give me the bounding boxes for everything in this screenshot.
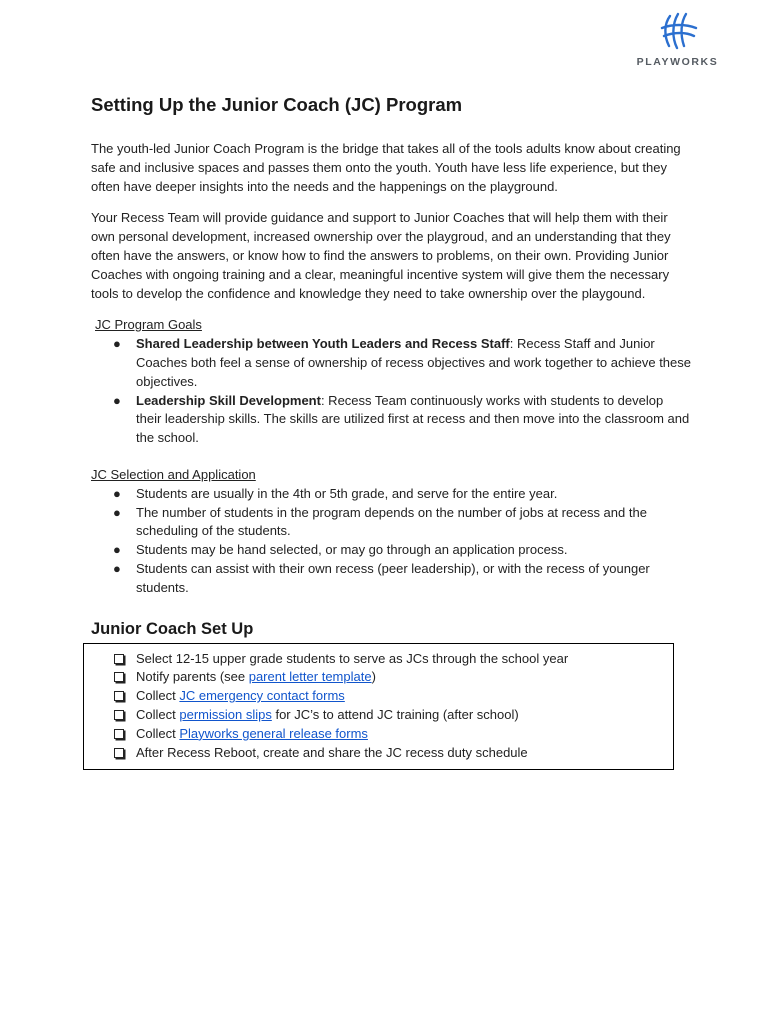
setup-checklist-box <box>83 643 674 771</box>
bullet-icon: ● <box>113 392 121 408</box>
checklist-item <box>136 650 673 669</box>
setup-checklist <box>84 650 673 763</box>
goals-list <box>91 335 691 448</box>
checkbox-icon <box>114 672 124 682</box>
checkbox-icon <box>114 691 124 701</box>
selection-text: Students can assist with their own recess (peer leadership), or with the recess of younger students. <box>136 560 650 595</box>
checklist-item <box>136 725 673 744</box>
checklist-text: Select 12-15 upper grade students to serve as JCs through the school year <box>136 650 569 666</box>
playworks-logo <box>630 10 725 68</box>
goal-text: : Recess Team continuously works with students to develop their leadership skills. The skills are utilized first at recess and then move into the classroom and the school. <box>136 392 690 446</box>
goal-title: Shared Leadership between Youth Leaders and Recess Staff <box>136 336 510 352</box>
checklist-text: ) <box>371 669 376 685</box>
checklist-text: for JC’s to attend JC training (after school) <box>271 706 519 722</box>
selection-text: The number of students in the program depends on the number of jobs at recess and the scheduling of the students. <box>136 504 647 539</box>
page-title: Setting Up the Junior Coach (JC) Program <box>91 94 463 115</box>
list-item <box>113 560 691 598</box>
emergency-contact-link[interactable]: JC emergency contact forms <box>179 688 345 704</box>
release-forms-link[interactable]: Playworks general release forms <box>179 725 368 741</box>
list-item <box>113 541 691 560</box>
selection-heading: JC Selection and Application <box>91 466 256 482</box>
selection-text: Students may be hand selected, or may go through an application process. <box>136 542 568 558</box>
bullet-icon: ● <box>113 542 121 558</box>
checklist-item <box>136 687 673 706</box>
checklist-item <box>136 744 673 763</box>
bullet-icon: ● <box>113 504 121 520</box>
checkbox-icon <box>114 748 124 758</box>
setup-heading: Junior Coach Set Up <box>91 619 254 638</box>
selection-text: Students are usually in the 4th or 5th grade, and serve for the entire year. <box>136 485 558 501</box>
bullet-icon: ● <box>113 485 121 501</box>
checkbox-icon <box>114 710 124 720</box>
bullet-icon: ● <box>113 560 121 576</box>
list-item <box>113 504 691 542</box>
selection-list <box>91 485 691 598</box>
checklist-text: Notify parents (see <box>136 669 249 685</box>
goal-title: Leadership Skill Development <box>136 392 321 408</box>
checklist-text: Collect <box>136 706 180 722</box>
intro-paragraph: The youth-led Junior Coach Program is the bridge that takes all of the tools adults know about creating safe and inclusive spaces and passes them onto the youth. Youth have less life experience, but they often have deeper insights into the needs and the happenings on the playground. <box>91 141 681 194</box>
list-item <box>113 335 691 391</box>
list-item <box>113 485 691 504</box>
recess-team-paragraph: Your Recess Team will provide guidance and support to Junior Coaches that will help them with their own personal development, increased ownership over the playgroud, and an understanding that they often have the answers, or know how to find the answers to problems, on their own. Providing Junior Coaches with ongoing training and a clear, meaningful incentive system will give them the necessary tools to develop the confidence and knowledge they need to take ownership over the playgound. <box>91 210 671 301</box>
checkbox-icon <box>114 729 124 739</box>
playworks-logo-icon <box>656 10 700 52</box>
permission-slips-link[interactable]: permission slips <box>179 706 272 722</box>
logo-wordmark: PLAYWORKS <box>636 56 719 68</box>
document-body <box>91 94 691 770</box>
checklist-text: Collect <box>136 688 180 704</box>
goals-heading: JC Program Goals <box>95 317 202 333</box>
parent-letter-link[interactable]: parent letter template <box>248 669 372 685</box>
checklist-item <box>136 706 673 725</box>
checkbox-icon <box>114 654 124 664</box>
list-item <box>113 392 691 448</box>
bullet-icon: ● <box>113 336 121 352</box>
checklist-item <box>136 668 673 687</box>
checklist-text: Collect <box>136 725 180 741</box>
checklist-text: After Recess Reboot, create and share the JC recess duty schedule <box>136 744 528 760</box>
goal-text: : Recess Staff and Junior Coaches both feel a sense of ownership of recess objectives and work together to achieve these objectives. <box>136 336 691 389</box>
